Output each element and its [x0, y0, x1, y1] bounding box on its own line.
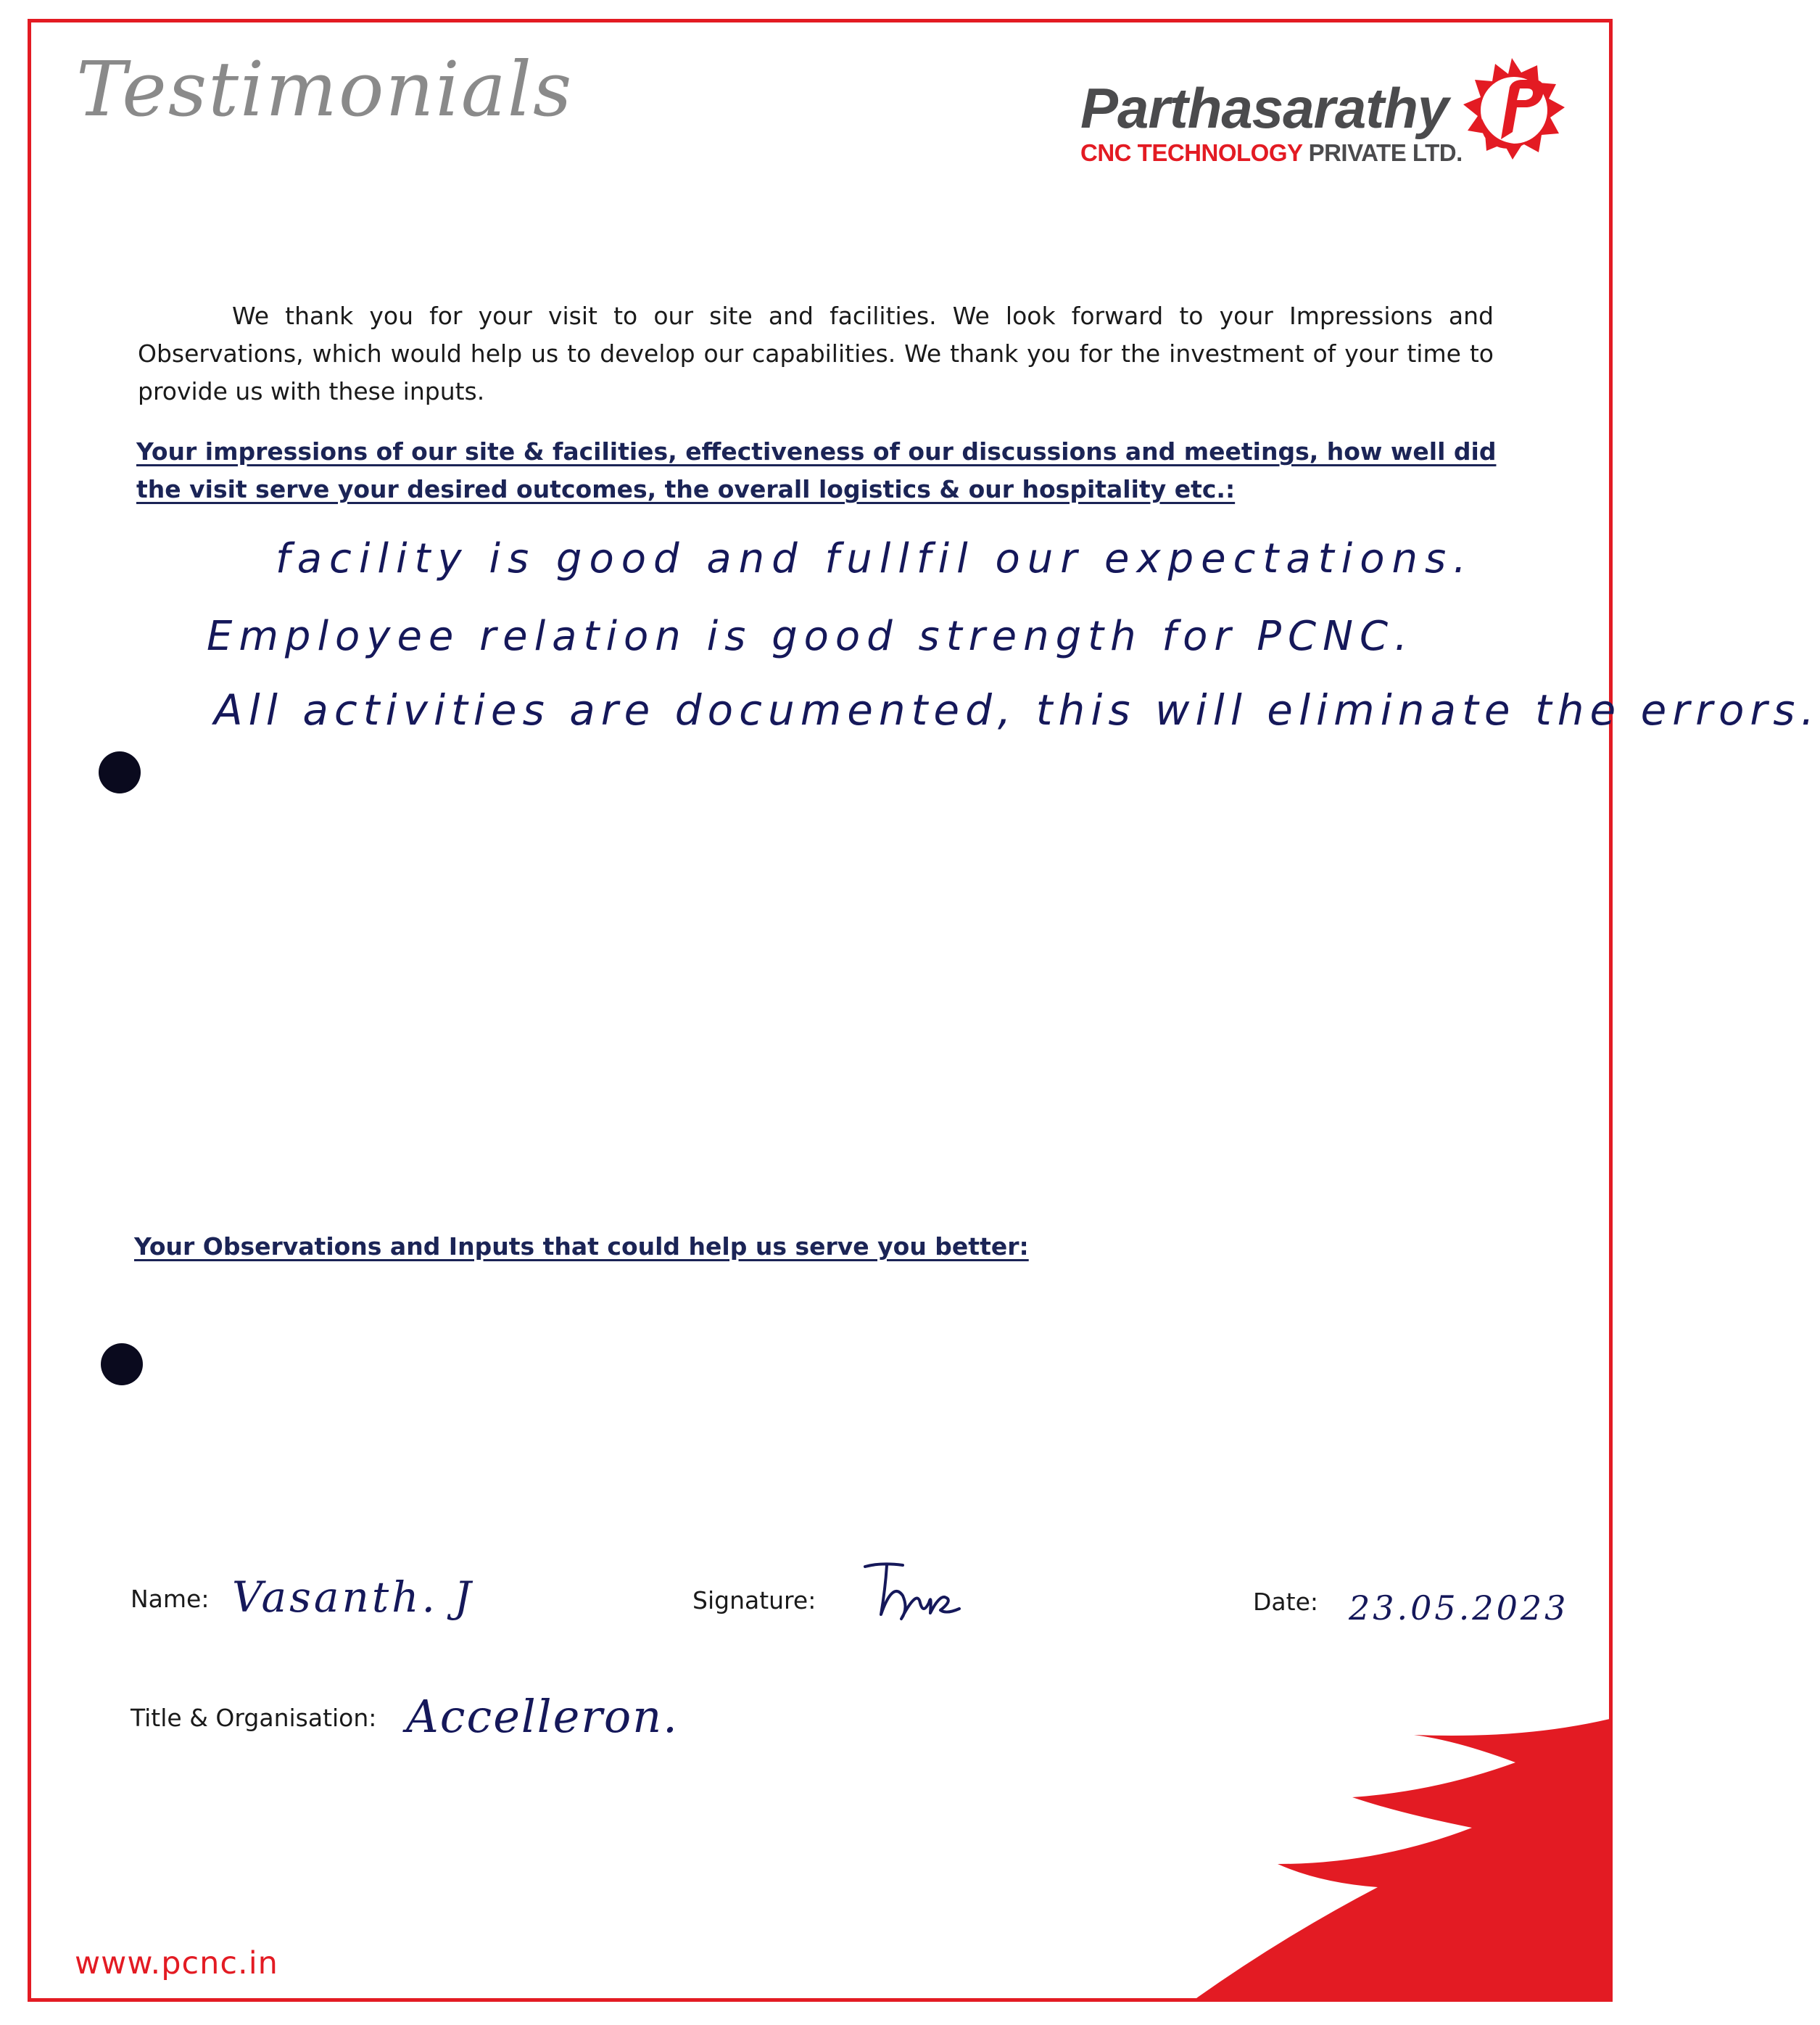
title-organisation-label: Title & Organisation: — [131, 1704, 377, 1732]
impression-line-1: facility is good and fullfil our expectations. — [276, 535, 1473, 582]
date-label: Date: — [1253, 1588, 1318, 1616]
signature-label: Signature: — [692, 1586, 816, 1614]
page-heading: Testimonials — [76, 45, 574, 133]
impression-line-3: All activities are documented, this will eliminate the errors. — [214, 685, 1820, 735]
name-label: Name: — [131, 1585, 210, 1613]
impression-line-2: Employee relation is good strength for PCNC. — [207, 613, 1414, 660]
red-swoosh-decoration — [1196, 1719, 1617, 2002]
name-value: Vasanth. J — [232, 1572, 474, 1622]
intro-paragraph: We thank you for your visit to our site and facilities. We look forward to your Impressions and Observations, which would help us to develop our capabilities. We thank you for the investment of your time to provide us with these inputs. — [138, 302, 1494, 405]
impressions-section-title: Your impressions of our site & facilities, effectiveness of our discussions and meetings, how well did the visit serve your desired outcomes, the overall logistics & our hospitality etc.: — [136, 437, 1497, 503]
parthasarathy-p-logo-icon — [1450, 52, 1573, 176]
bullet-dot — [101, 1343, 143, 1385]
footer-website-link[interactable]: www.pcnc.in — [75, 1945, 278, 1981]
date-value: 23.05.2023 — [1349, 1588, 1569, 1628]
brand-sub-red: CNC TECHNOLOGY — [1080, 139, 1302, 166]
brand-name: Parthasarathy — [1080, 76, 1449, 140]
brand-sub-grey: PRIVATE LTD. — [1308, 139, 1463, 166]
bullet-dot — [99, 751, 141, 793]
observations-section-title: Your Observations and Inputs that could help us serve you better: — [134, 1232, 1029, 1261]
signature-mark — [859, 1552, 968, 1632]
title-organisation-value: Accelleron. — [406, 1690, 679, 1743]
